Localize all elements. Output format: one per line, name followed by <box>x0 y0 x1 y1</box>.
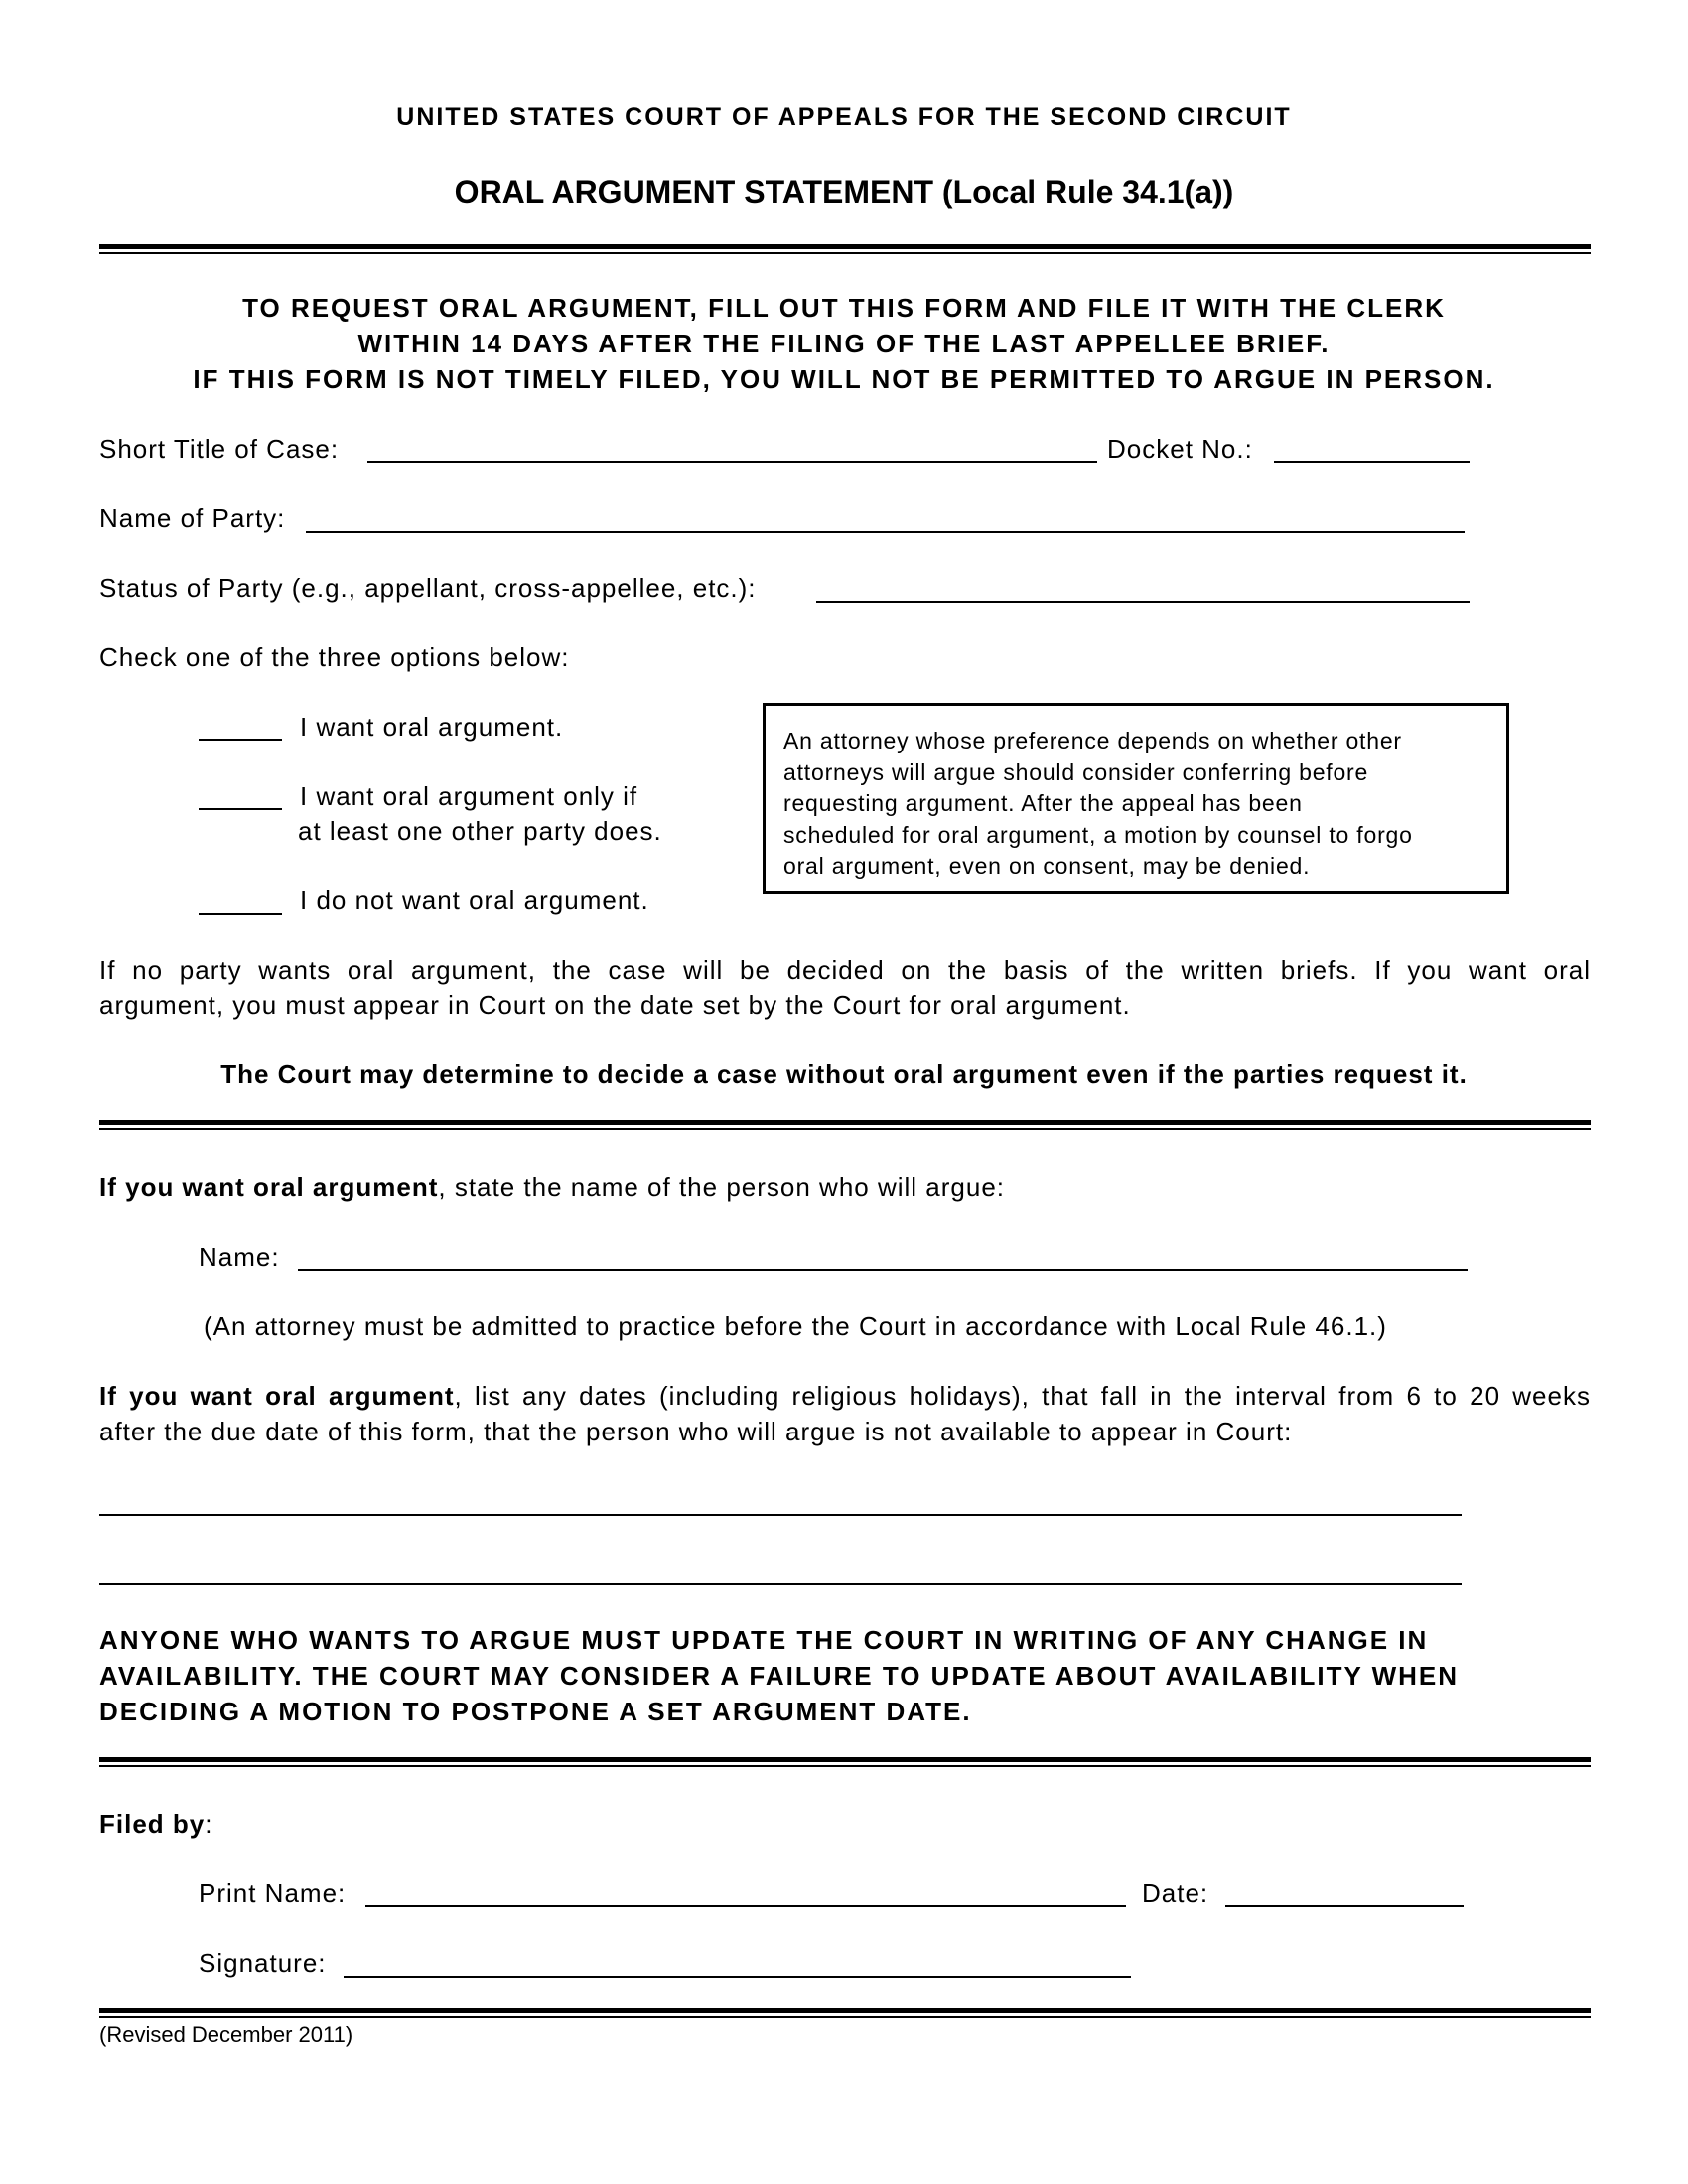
decision-paragraph-line-2: argument, you must appear in Court on the date set by the Court for oral argument. <box>99 990 1131 1020</box>
arguer-name-field[interactable] <box>298 1269 1468 1271</box>
lower-divider <box>99 1757 1591 1767</box>
option-conditional-label-2: at least one other party does. <box>298 816 662 846</box>
filed-by-heading <box>99 1809 212 1840</box>
revision-date: (Revised December 2011) <box>99 2022 353 2047</box>
options-prompt: Check one of the three options below: <box>99 642 570 672</box>
update-notice-line-3: DECIDING A MOTION TO POSTPONE A SET ARGUMENT DATE. <box>99 1697 972 1726</box>
arguer-instruction-rest: , state the name of the person who will argue: <box>438 1172 1006 1202</box>
filed-by-label: Filed by <box>99 1809 206 1839</box>
date-label: Date: <box>1142 1878 1209 1908</box>
note-line: attorneys will argue should consider conferring before <box>783 758 1369 785</box>
unavailable-dates-field-2[interactable] <box>99 1583 1462 1585</box>
party-status-field[interactable] <box>816 601 1470 603</box>
instruction-line-2: WITHIN 14 DAYS AFTER THE FILING OF THE LAST APPELLEE BRIEF. <box>357 329 1331 358</box>
option-want-checkline[interactable] <box>199 739 282 741</box>
arguer-name-label: Name: <box>199 1242 280 1272</box>
docket-field[interactable] <box>1274 461 1470 463</box>
note-line: scheduled for oral argument, a motion by counsel to forgo <box>783 821 1413 848</box>
signature-label: Signature: <box>199 1948 327 1978</box>
option-conditional-checkline[interactable] <box>199 808 282 810</box>
dates-instruction-rest: , list any dates (including religious holidays), that fall in the interval from 6 to 20 weeks <box>454 1381 1591 1411</box>
docket-label: Docket No.: <box>1107 434 1253 464</box>
court-heading: UNITED STATES COURT OF APPEALS FOR THE SECOND CIRCUIT <box>396 103 1292 131</box>
note-line: An attorney whose preference depends on whether other <box>783 728 1402 753</box>
option-want-label: I want oral argument. <box>300 712 564 742</box>
option-decline-label: I do not want oral argument. <box>300 886 649 915</box>
dates-instruction-line-2: after the due date of this form, that the person who will argue is not available to appear in Court: <box>99 1417 1293 1446</box>
note-line: oral argument, even on consent, may be denied. <box>783 853 1311 879</box>
bottom-divider <box>99 2008 1591 2018</box>
update-notice-line-2: AVAILABILITY. THE COURT MAY CONSIDER A FAILURE TO UPDATE ABOUT AVAILABILITY WHEN <box>99 1661 1460 1691</box>
form-title: ORAL ARGUMENT STATEMENT (Local Rule 34.1(a)) <box>454 174 1234 209</box>
dates-instruction-bold: If you want oral argument <box>99 1381 455 1411</box>
option-decline-checkline[interactable] <box>199 913 282 915</box>
print-name-field[interactable] <box>365 1905 1126 1907</box>
date-field[interactable] <box>1225 1905 1464 1907</box>
decision-paragraph-line-1: If no party wants oral argument, the case will be decided on the basis of the written briefs. If you want oral <box>99 955 1591 985</box>
party-status-label: Status of Party (e.g., appellant, cross-appellee, etc.): <box>99 573 757 603</box>
arguer-instruction-bold: If you want oral argument <box>99 1172 439 1202</box>
short-title-field[interactable] <box>367 461 1097 463</box>
filed-by-colon: : <box>205 1809 213 1839</box>
note-line: requesting argument. After the appeal has been <box>783 790 1303 816</box>
middle-divider <box>99 1120 1591 1130</box>
option-conditional-label-1: I want oral argument only if <box>300 781 638 811</box>
print-name-label: Print Name: <box>199 1878 347 1908</box>
party-name-label: Name of Party: <box>99 503 286 533</box>
top-divider <box>99 244 1591 254</box>
short-title-label: Short Title of Case: <box>99 434 340 464</box>
arguer-instruction <box>99 1172 1005 1203</box>
update-notice-line-1: ANYONE WHO WANTS TO ARGUE MUST UPDATE THE COURT IN WRITING OF ANY CHANGE IN <box>99 1625 1429 1655</box>
admission-note: (An attorney must be admitted to practice before the Court in accordance with Local Rule 46.1.) <box>204 1311 1387 1341</box>
dates-instruction-line-1 <box>99 1381 1591 1412</box>
attorney-note-box <box>763 703 1509 894</box>
unavailable-dates-field-1[interactable] <box>99 1514 1462 1516</box>
court-discretion-notice: The Court may determine to decide a case without oral argument even if the parties request it. <box>220 1059 1468 1089</box>
instruction-line-1: TO REQUEST ORAL ARGUMENT, FILL OUT THIS FORM AND FILE IT WITH THE CLERK <box>242 293 1446 323</box>
instruction-line-3: IF THIS FORM IS NOT TIMELY FILED, YOU WILL NOT BE PERMITTED TO ARGUE IN PERSON. <box>193 364 1495 394</box>
party-name-field[interactable] <box>306 531 1465 533</box>
signature-field[interactable] <box>344 1976 1131 1978</box>
